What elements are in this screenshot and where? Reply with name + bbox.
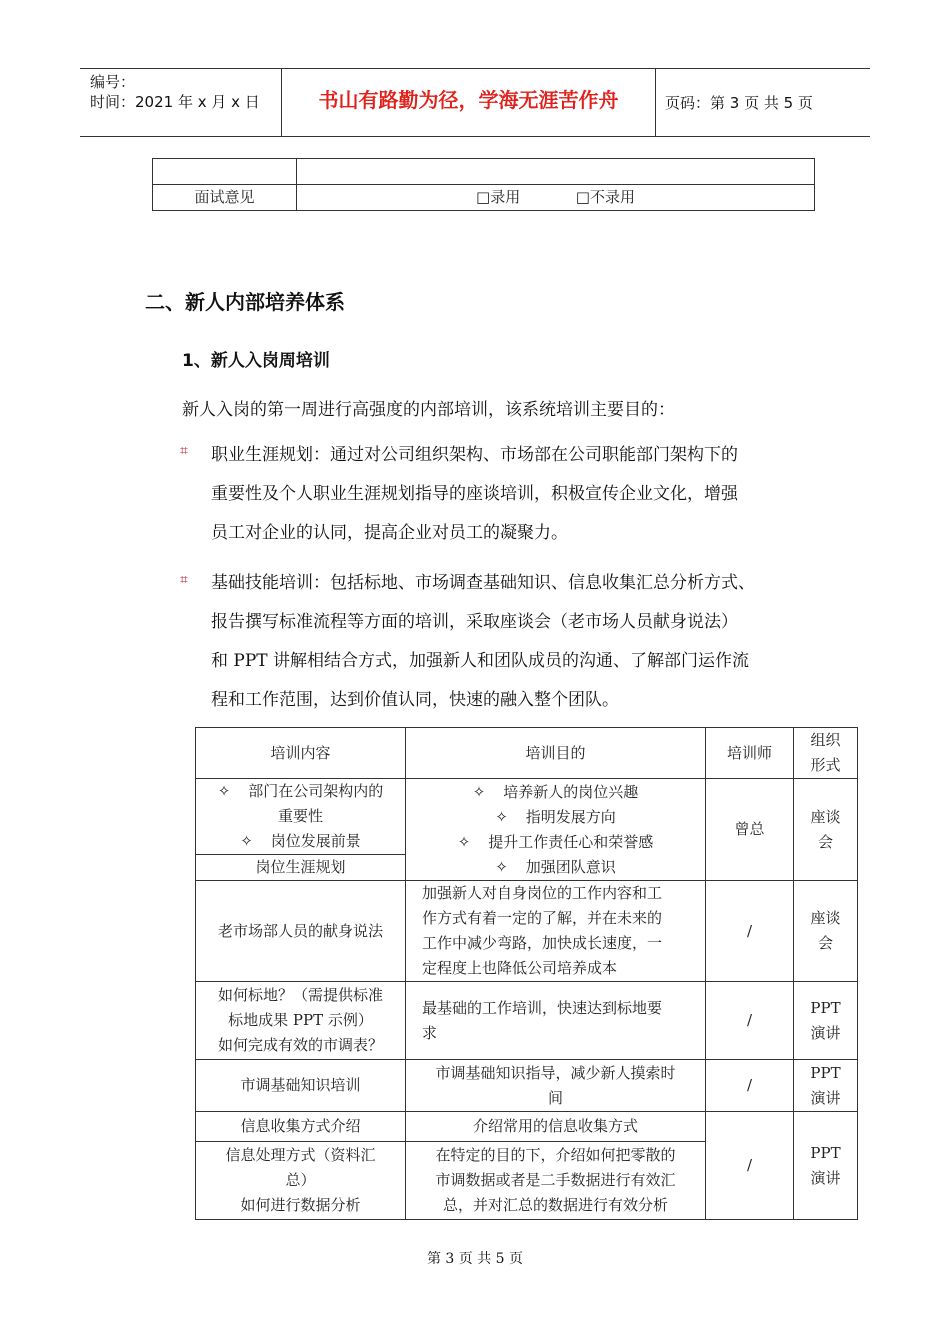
- cell-line: 作方式有着一定的了解，并在未来的: [422, 909, 663, 927]
- header-meta: [90, 72, 260, 112]
- cell-line: 工作中减少弯路，加快成长速度，一: [422, 934, 663, 952]
- cell-line: 重要性: [277, 807, 323, 825]
- content-cell: [196, 1142, 406, 1220]
- cell-line: 演讲: [810, 1023, 841, 1042]
- bullet-line: 重要性及个人职业生涯规划指导的座谈培训，积极宣传企业文化，增强: [211, 484, 738, 504]
- cell-line: 定程度上也降低公司培养成本: [422, 959, 618, 977]
- interview-table: [152, 158, 815, 211]
- cell-line: 如何标地？（需提供标准: [217, 986, 383, 1004]
- trainer-cell: /: [706, 1060, 794, 1112]
- content-cell: 信息收集方式介绍: [196, 1112, 406, 1142]
- hash-bullet-icon: ⌗: [180, 443, 188, 459]
- purpose-cell: [406, 881, 706, 982]
- doc-number-label: 编号：: [90, 73, 136, 91]
- reject-checkbox[interactable]: □不录用: [575, 188, 635, 206]
- header-line: 组织: [810, 731, 841, 749]
- cell-line: 座谈: [810, 909, 841, 927]
- cell-line: 会: [817, 934, 833, 952]
- cell-line: PPT: [810, 1063, 841, 1082]
- form-cell: [794, 779, 858, 881]
- content-cell: 市调基础知识培训: [196, 1060, 406, 1112]
- cell-line: 在特定的目的下，介绍如何把零散的: [435, 1146, 676, 1164]
- purpose-cell: [406, 982, 706, 1060]
- header-page-info: 页码：第 3 页 共 5 页: [665, 94, 813, 112]
- cell-line: 加强新人对自身岗位的工作内容和工: [422, 884, 663, 902]
- header-cell: 培训目的: [406, 728, 706, 779]
- cell-line: 求: [422, 1023, 438, 1042]
- bullet-line: 职业生涯规划：通过对公司组织架构、市场部在公司职能部门架构下的: [211, 445, 738, 465]
- cell-line: 市调基础知识指导，减少新人摸索时: [435, 1063, 676, 1082]
- table-row: [196, 881, 858, 982]
- content-cell: 老市场部人员的献身说法: [196, 881, 406, 982]
- header-bottom-border: [80, 136, 870, 137]
- cell-line: 信息处理方式（资料汇: [225, 1146, 376, 1164]
- interview-options: [297, 185, 815, 211]
- purpose-cell: [406, 779, 706, 881]
- diamond-bullet-icon: ✧: [495, 807, 508, 826]
- cell-line: 培养新人的岗位兴趣: [503, 782, 639, 801]
- diamond-bullet-icon: ✧: [217, 782, 231, 800]
- header-cell: [794, 728, 858, 779]
- hire-checkbox[interactable]: □录用: [476, 188, 521, 206]
- cell-line: 间: [547, 1088, 563, 1107]
- cell-line: 总，并对汇总的数据进行有效分析: [442, 1196, 668, 1214]
- content-cell: [196, 982, 406, 1060]
- doc-date-label: 时间：2021 年 x 月 x 日: [90, 93, 260, 111]
- header-divider: [655, 68, 656, 136]
- table-cell: [297, 159, 815, 185]
- table-cell: [153, 159, 297, 185]
- bullet-career-planning: [211, 436, 831, 553]
- section-title: 二、新人内部培养体系: [145, 290, 345, 314]
- trainer-cell: /: [706, 982, 794, 1060]
- table-row: [196, 1112, 858, 1142]
- table-row: [196, 779, 858, 855]
- bullet-line: 和 PPT 讲解相结合方式，加强新人和团队成员的沟通、了解部门运作流: [211, 651, 750, 671]
- table-header-row: [196, 728, 858, 779]
- diamond-bullet-icon: ✧: [240, 832, 253, 850]
- cell-line: 标地成果 PPT 示例）: [228, 1011, 373, 1029]
- cell-line: PPT: [810, 1143, 841, 1162]
- header-cell: 培训内容: [196, 728, 406, 779]
- content-cell: [196, 779, 406, 855]
- form-cell: [794, 881, 858, 982]
- form-cell: [794, 1060, 858, 1112]
- cell-line: 市调数据或者是二手数据进行有效汇: [435, 1171, 676, 1189]
- table-row: [196, 1060, 858, 1112]
- cell-line: 总）: [285, 1171, 316, 1189]
- trainer-cell: /: [706, 881, 794, 982]
- cell-line: 如何完成有效的市调表？: [217, 1036, 383, 1054]
- bullet-line: 程和工作范围，达到价值认同，快速的融入整个团队。: [211, 690, 619, 710]
- cell-line: PPT: [810, 998, 841, 1017]
- table-row: [196, 982, 858, 1060]
- cell-line: 演讲: [810, 1168, 841, 1187]
- page-footer: 第 3 页 共 5 页: [426, 1251, 524, 1267]
- interview-opinion-label: 面试意见: [153, 185, 297, 211]
- cell-line: 指明发展方向: [525, 807, 616, 826]
- trainer-cell: /: [706, 1112, 794, 1220]
- header-top-border: [80, 68, 870, 69]
- form-cell: [794, 982, 858, 1060]
- cell-line: 演讲: [810, 1088, 841, 1107]
- cell-line: 提升工作责任心和荣誉感: [488, 832, 654, 851]
- subsection-title: 1、新人入岗周培训: [182, 351, 330, 371]
- purpose-cell: [406, 1142, 706, 1220]
- bullet-line: 员工对企业的认同，提高企业对员工的凝聚力。: [211, 523, 568, 543]
- hash-bullet-icon: ⌗: [180, 572, 188, 588]
- cell-line: 会: [817, 832, 833, 851]
- bullet-line: 报告撰写标准流程等方面的培训，采取座谈会（老市场人员献身说法）: [211, 612, 738, 632]
- form-cell: [794, 1112, 858, 1220]
- purpose-cell: 介绍常用的信息收集方式: [406, 1112, 706, 1142]
- trainer-cell: 曾总: [706, 779, 794, 881]
- table-row: [153, 159, 815, 185]
- header-line: 形式: [810, 756, 841, 774]
- diamond-bullet-icon: ✧: [457, 832, 471, 851]
- intro-paragraph: 新人入岗的第一周进行高强度的内部培训，该系统培训主要目的：: [182, 400, 675, 420]
- header-motto: 书山有路勤为径，学海无涯苦作舟: [318, 88, 619, 112]
- header-cell: 培训师: [706, 728, 794, 779]
- diamond-bullet-icon: ✧: [495, 857, 508, 876]
- bullet-line: 基础技能培训：包括标地、市场调查基础知识、信息收集汇总分析方式、: [211, 573, 755, 593]
- cell-line: 如何进行数据分析: [240, 1196, 361, 1214]
- content-cell: 岗位生涯规划: [196, 855, 406, 881]
- table-row: [153, 185, 815, 211]
- cell-line: 加强团队意识: [525, 857, 616, 876]
- training-table: [195, 727, 858, 1220]
- bullet-basic-skills: [211, 564, 831, 720]
- diamond-bullet-icon: ✧: [472, 782, 486, 801]
- cell-line: 座谈: [810, 807, 841, 826]
- cell-line: 岗位发展前景: [270, 832, 361, 850]
- cell-line: 部门在公司架构内的: [248, 782, 384, 800]
- cell-line: 最基础的工作培训，快速达到标地要: [422, 998, 663, 1017]
- purpose-cell: [406, 1060, 706, 1112]
